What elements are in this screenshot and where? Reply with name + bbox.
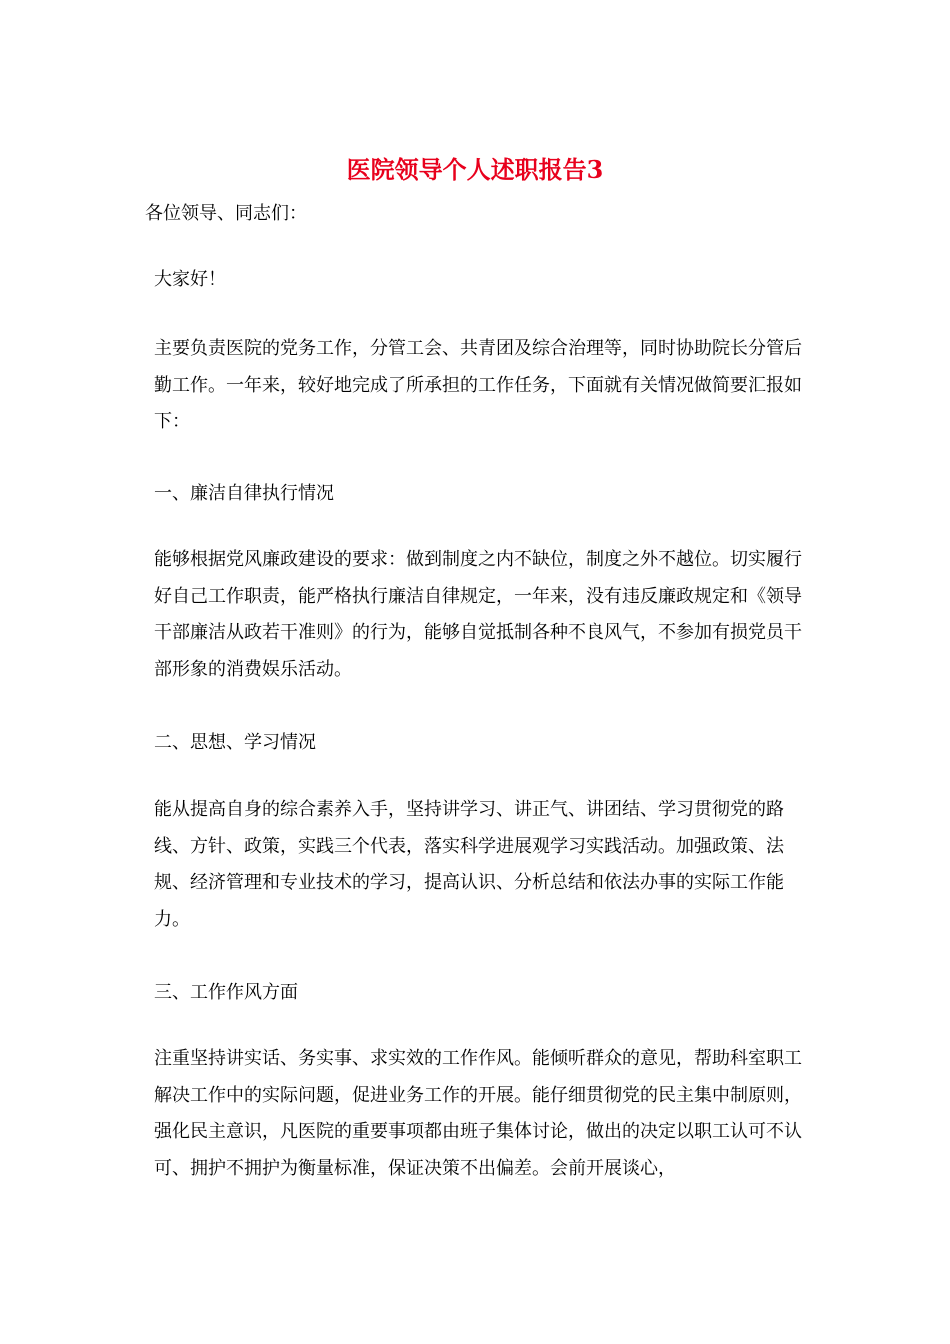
section-1-heading: 一、廉洁自律执行情况 [154, 483, 334, 504]
greeting: 大家好！ [154, 269, 226, 290]
section-1-body: 能够根据党风廉政建设的要求：做到制度之内不缺位，制度之外不越位。切实履行好自己工作职责，能严格执行廉洁自律规定，一年来，没有违反廉政规定和《领导干部廉洁从政若干准则》的行为，能够自觉抵制各种不良风气，不参加有损党员干部形象的消费娱乐活动。 [154, 549, 802, 680]
document-title: 医院领导个人述职报告3 [346, 155, 604, 184]
section-3-body: 注重坚持讲实话、务实事、求实效的工作作风。能倾听群众的意见，帮助科室职工解决工作中的实际问题，促进业务工作的开展。能仔细贯彻党的民主集中制原则，强化民主意识，凡医院的重要事项都由班子集体讨论，做出的决定以职工认可不认可、拥护不拥护为衡量标准，保证决策不出偏差。会前开展谈心， [154, 1048, 802, 1179]
section-2-body: 能从提高自身的综合素养入手，坚持讲学习、讲正气、讲团结、学习贯彻党的路线、方针、政策，实践三个代表，落实科学进展观学习实践活动。加强政策、法规、经济管理和专业技术的学习，提高认识、分析总结和依法办事的实际工作能力。 [154, 799, 784, 930]
intro-paragraph: 主要负责医院的党务工作，分管工会、共青团及综合治理等，同时协助院长分管后勤工作。一年来，较好地完成了所承担的工作任务，下面就有关情况做简要汇报如下： [154, 338, 802, 432]
section-2-heading: 二、思想、学习情况 [154, 732, 316, 753]
salutation: 各位领导、同志们： [145, 203, 307, 224]
section-3-heading: 三、工作作风方面 [154, 982, 298, 1003]
